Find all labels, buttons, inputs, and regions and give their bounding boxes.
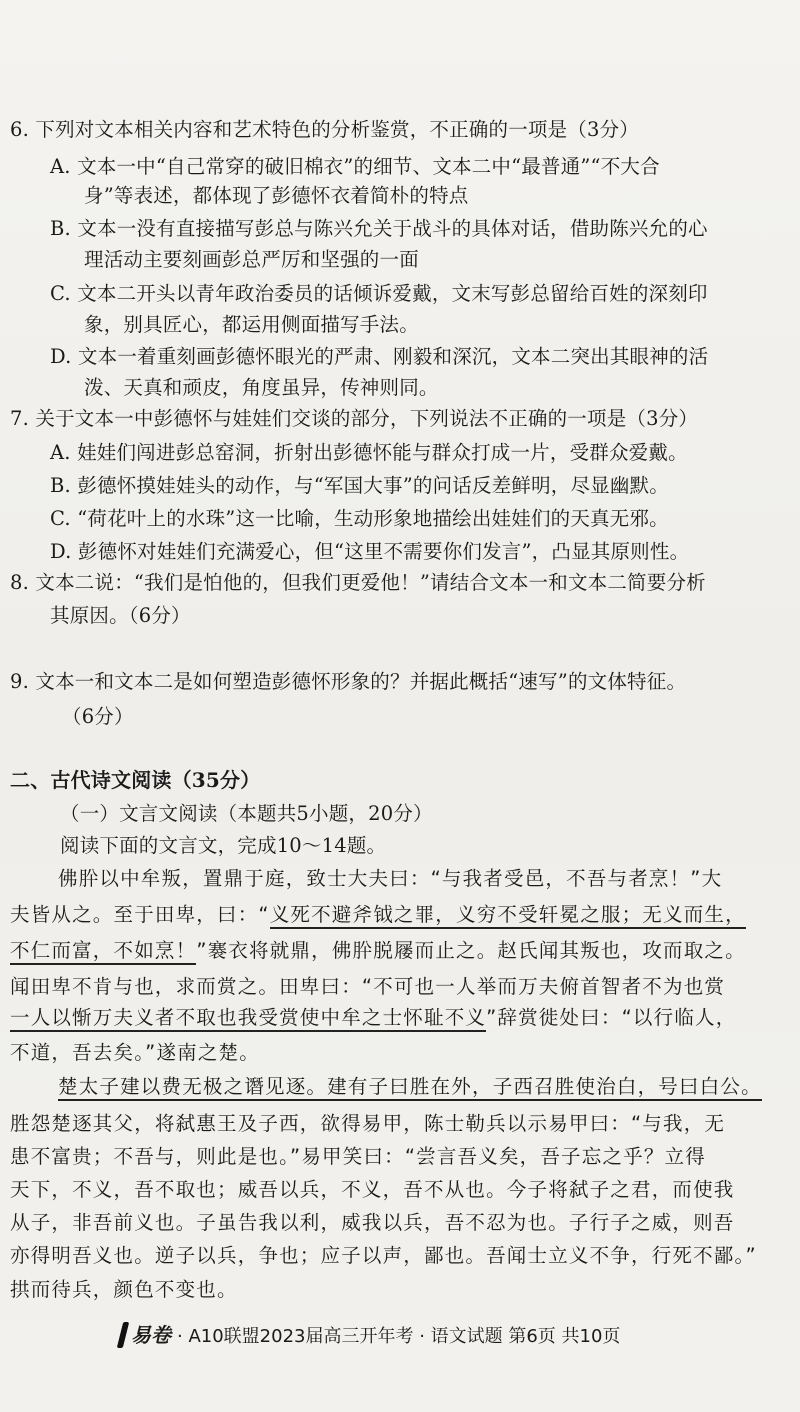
passage-line-6: 不道，吾去矣。”遂南之楚。 <box>10 1041 260 1064</box>
passage-line-3: 不仁而富，不如烹！”褰衣将就鼎，佛肸脱屦而止之。赵氏闻其叛也，攻而取之。 <box>10 938 746 964</box>
question-6-option-b: B. 文本一没有直接描写彭总与陈兴允关于战斗的具体对话，借助陈兴允的心 <box>50 217 708 240</box>
passage-line-10: 天下，不义，吾不取也；威吾以兵，不义，吾不从也。今子将弑子之君，而使我 <box>10 1178 735 1201</box>
question-6-option-a-cont: 身”等表述，都体现了彭德怀衣着简朴的特点 <box>84 184 469 207</box>
question-9-stem-cont: （6分） <box>62 705 134 728</box>
passage-line-11: 从子，非吾前义也。子虽告我以利，威我以兵，吾不忍为也。子行子之威，则吾 <box>10 1211 735 1234</box>
question-7-option-c: C. “荷花叶上的水珠”这一比喻，生动形象地描绘出娃娃们的天真无邪。 <box>50 507 669 530</box>
underlined-sentence: 不仁而富，不如烹！ <box>10 939 196 965</box>
question-8-stem-cont: 其原因。（6分） <box>50 604 191 627</box>
passage-line-2: 夫皆从之。至于田卑，曰：“义死不避斧钺之罪，义穷不受轩冕之服；无义而生， <box>10 902 746 928</box>
passage-line-5: 一人以惭万夫义者不取也我受赏使中牟之士怀耻不义”辞赏徙处曰：“以行临人， <box>10 1005 736 1031</box>
question-7-stem: 7. 关于文本一中彭德怀与娃娃们交谈的部分，下列说法不正确的一项是（3分） <box>10 407 699 430</box>
passage-line-7 <box>58 1074 762 1100</box>
question-9-stem: 9. 文本一和文本二是如何塑造彭德怀形象的？并据此概括“速写”的文体特征。 <box>10 670 687 693</box>
section-title: 二、古代诗文阅读（35分） <box>10 768 261 792</box>
passage-line-8: 胜怨楚逐其父，将弑惠王及子西，欲得易甲，陈士勒兵以示易甲曰：“与我，无 <box>10 1112 726 1135</box>
question-6-option-c: C. 文本二开头以青年政治委员的话倾诉爱戴，文末写彭总留给百姓的深刻印 <box>50 282 708 305</box>
passage-line-1: 佛肸以中牟叛，置鼎于庭，致士大夫曰：“与我者受邑，不吾与者烹！”大 <box>58 867 723 890</box>
passage-line-4: 闻田卑不肯与也，求而赏之。田卑曰：“不可也一人举而万夫俯首智者不为也赏 <box>10 975 726 998</box>
question-6-option-d-cont: 泼、天真和顽皮，角度虽异，传神则同。 <box>84 376 439 399</box>
question-6-option-d: D. 文本一着重刻画彭德怀眼光的严肃、刚毅和深沉，文本二突出其眼神的活 <box>50 345 709 368</box>
passage-line-12: 亦得明吾义也。逆子以兵，争也；应子以声，鄙也。吾闻士立义不争，行死不鄙。” <box>10 1244 757 1267</box>
subsection-title: （一）文言文阅读（本题共5小题，20分） <box>60 802 433 825</box>
question-6-stem: 6. 下列对文本相关内容和艺术特色的分析鉴赏，不正确的一项是（3分） <box>10 118 640 141</box>
question-7-option-a: A. 娃娃们闯进彭总窑洞，折射出彭德怀能与群众打成一片，受群众爱戴。 <box>50 441 688 464</box>
underlined-sentence: 楚太子建以费无极之谮见逐。建有子曰胜在外，子西召胜使治白，号曰白公。 <box>58 1075 762 1101</box>
footer-logo: 易卷 <box>131 1323 171 1347</box>
passage-line-9: 患不富贵；不吾与，则此是也。”易甲笑曰：“尝言吾义矣，吾子忘之乎？立得 <box>10 1145 706 1168</box>
page-footer <box>120 1322 620 1350</box>
underlined-sentence: 义死不避斧钺之罪，义穷不受轩冕之服；无义而生， <box>270 903 746 929</box>
logo-mark-icon <box>117 1322 129 1348</box>
question-6-option-a: A. 文本一中“自己常穿的破旧棉衣”的细节、文本二中“最普通”“不大合 <box>50 155 660 178</box>
reading-instruction: 阅读下面的文言文，完成10～14题。 <box>60 834 387 857</box>
passage-line-13: 拱而待兵，颜色不变也。 <box>10 1278 238 1301</box>
question-8-stem: 8. 文本二说：“我们是怕他的，但我们更爱他！”请结合文本一和文本二简要分析 <box>10 571 706 594</box>
footer-text: · A10联盟2023届高三开年考 · 语文试题 第6页 共10页 <box>177 1326 621 1347</box>
question-7-option-d: D. 彭德怀对娃娃们充满爱心，但“这里不需要你们发言”，凸显其原则性。 <box>50 540 690 563</box>
underlined-sentence: 一人以惭万夫义者不取也我受赏使中牟之士怀耻不义 <box>10 1006 486 1032</box>
question-6-option-c-cont: 象，别具匠心，都运用侧面描写手法。 <box>84 313 419 336</box>
question-6-option-b-cont: 理活动主要刻画彭总严厉和坚强的一面 <box>84 248 419 271</box>
question-7-option-b: B. 彭德怀摸娃娃头的动作，与“军国大事”的问话反差鲜明，尽显幽默。 <box>50 474 669 497</box>
